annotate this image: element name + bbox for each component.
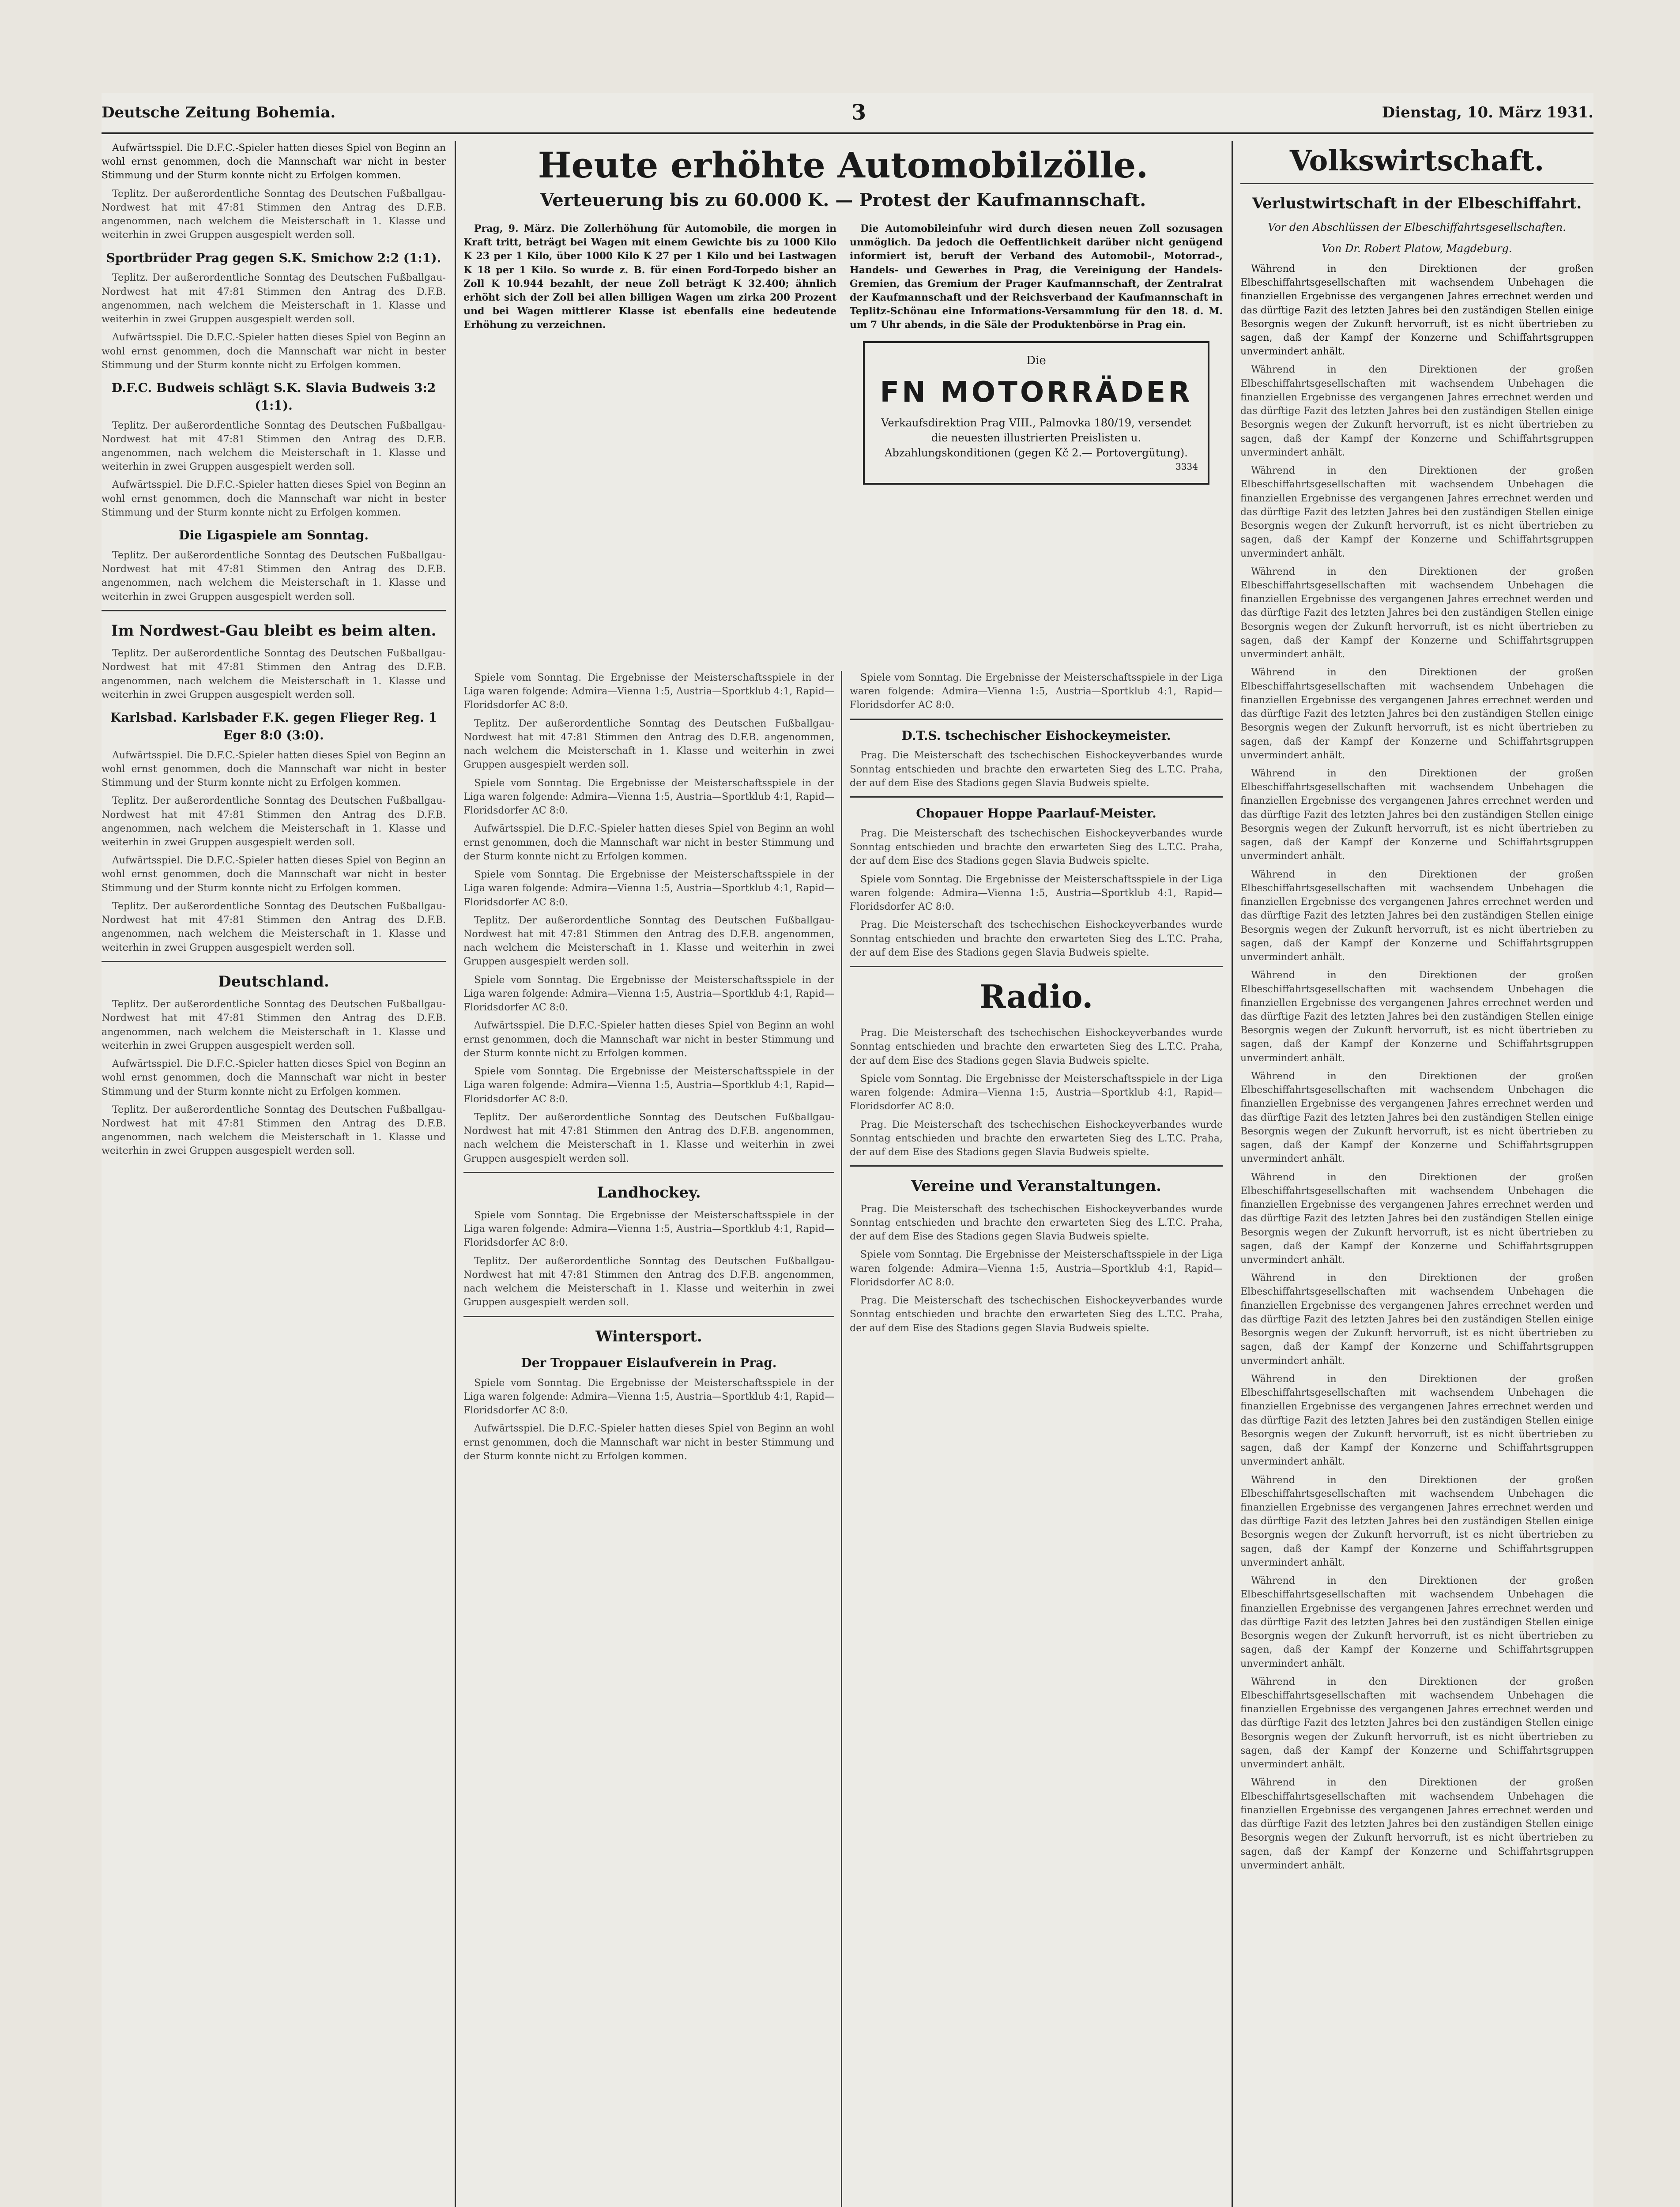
- story-column-left: [463, 222, 836, 493]
- section-title: Karlsbad. Karlsbader F.K. gegen Flieger Reg. 1 Eger 8:0 (3:0).: [110, 710, 437, 742]
- article-text: Aufwärtsspiel. Die D.F.C.-Spieler hatten dieses Spiel von Beginn an wohl ernst genommen, doch die Mannschaft war nicht in bester Stimmung und der Sturm konnte nicht zu Erfolgen kommen.: [102, 332, 446, 371]
- article-text: Während in den Direktionen der großen Elbeschiffahrtsgesellschaften mit wachsendem Unbehagen die finanziellen Ergebnisse des vergangenen Jahres errechnet werden und das dürftige Fazit des letzten Jahres bei den zuständigen Stellen einige Besorgnis wegen der Zukunft hervorruft, ist es nicht übertrieben zu sagen, daß der Kampf der Konzerne und Schiffahrtsgruppen unvermindert anhält.: [1240, 970, 1593, 1064]
- article-text: Prag, 9. März. Die Zollerhöhung für Automobile, die morgen in Kraft tritt, beträgt bei Wagen mit einem Gewichte bis zu 1000 Kilo K 23 per 1 Kilo, über 1000 Kilo K 27 per 1 Kilo und bei Lastwagen K 18 per 1 Kilo. So wurde z. B. für einen Ford-Torpedo bisher an Zoll K 10.944 bezahlt, der neue Zoll beträgt K 32.400; ähnlich erhöht sich der Zoll bei allen billigen Wagen um zirka 200 Prozent und bei Wagen mittlerer Klasse ist ebenfalls eine bedeutende Erhöhung zu verzeichnen.: [463, 222, 836, 331]
- ad-number: 3334: [1175, 461, 1198, 472]
- article-text: Aufwärtsspiel. Die D.F.C.-Spieler hatten dieses Spiel von Beginn an wohl ernst genommen, doch die Mannschaft war nicht in bester Stimmung und der Sturm konnte nicht zu Erfolgen kommen.: [102, 143, 446, 181]
- article-text: Spiele vom Sonntag. Die Ergebnisse der Meisterschaftsspiele in der Liga waren folgende: Admira—Vienna 1:5, Austria—Sportklub 4:1, Rapid—Floridsdorfer AC 8:0.: [463, 974, 834, 1013]
- article-text: Während in den Direktionen der großen Elbeschiffahrtsgesellschaften mit wachsendem Unbehagen die finanziellen Ergebnisse des vergangenen Jahres errechnet werden und das dürftige Fazit des letzten Jahres bei den zuständigen Stellen einige Besorgnis wegen der Zukunft hervorruft, ist es nicht übertrieben zu sagen, daß der Kampf der Konzerne und Schiffahrtsgruppen unvermindert anhält.: [1240, 869, 1593, 963]
- article-subtitle: Vor den Abschlüssen der Elbeschiffahrtsgesellschaften.: [1268, 221, 1566, 234]
- headline-columns: [463, 222, 1223, 493]
- newspaper-name: Deutsche Zeitung Bohemia.: [102, 104, 336, 121]
- column-divider: [841, 671, 842, 2207]
- article-text: Teplitz. Der außerordentliche Sonntag des Deutschen Fußballgau-Nordwest hat mit 47:81 Stimmen den Antrag des D.F.B. angenommen, nach welchem die Meisterschaft in 1. Klasse und weiterhin in zwei Gruppen ausgespielt werden soll.: [102, 1104, 446, 1157]
- article-text: Während in den Direktionen der großen Elbeschiffahrtsgesellschaften mit wachsendem Unbehagen die finanziellen Ergebnisse des vergangenen Jahres errechnet werden und das dürftige Fazit des letzten Jahres bei den zuständigen Stellen einige Besorgnis wegen der Zukunft hervorruft, ist es nicht übertrieben zu sagen, daß der Kampf der Konzerne und Schiffahrtsgruppen unvermindert anhält.: [1240, 1273, 1593, 1367]
- article-text: Teplitz. Der außerordentliche Sonntag des Deutschen Fußballgau-Nordwest hat mit 47:81 Stimmen den Antrag des D.F.B. angenommen, nach welchem die Meisterschaft in 1. Klasse und weiterhin in zwei Gruppen ausgespielt werden soll.: [463, 718, 834, 771]
- article-text: Aufwärtsspiel. Die D.F.C.-Spieler hatten dieses Spiel von Beginn an wohl ernst genommen, doch die Mannschaft war nicht in bester Stimmung und der Sturm konnte nicht zu Erfolgen kommen.: [463, 823, 834, 862]
- article-text: Während in den Direktionen der großen Elbeschiffahrtsgesellschaften mit wachsendem Unbehagen die finanziellen Ergebnisse des vergangenen Jahres errechnet werden und das dürftige Fazit des letzten Jahres bei den zuständigen Stellen einige Besorgnis wegen der Zukunft hervorruft, ist es nicht übertrieben zu sagen, daß der Kampf der Konzerne und Schiffahrtsgruppen unvermindert anhält.: [1240, 768, 1593, 862]
- section-heading: Chopauer Hoppe Paarlauf-Meister.: [916, 806, 1156, 821]
- section-title: Der Troppauer Eislaufverein in Prag.: [521, 1355, 777, 1370]
- column-economy: [1240, 141, 1593, 2207]
- issue-date: Dienstag, 10. März 1931.: [1382, 104, 1593, 121]
- divider: [463, 1172, 834, 1173]
- article-text: Die Automobileinfuhr wird durch diesen neuen Zoll sozusagen unmöglich. Da jedoch die Oeffentlichkeit darüber nicht genügend informiert ist, beruft der Verband des Automobil-, Motorrad-, Handels- und Gewerbes in Prag, die Vereinigung der Handels-Gremien, das Gremium der Prager Kaufmannschaft, der Zentralrat der Kaufmannschaft und der Reichsverband der Kaufmannschaft in Teplitz-Schönau eine Informations-Versammlung für den 18. d. M. um 7 Uhr abends, in die Säle der Produktenbörse in Prag ein.: [850, 222, 1223, 331]
- article-text: Teplitz. Der außerordentliche Sonntag des Deutschen Fußballgau-Nordwest hat mit 47:81 Stimmen den Antrag des D.F.B. angenommen, nach welchem die Meisterschaft in 1. Klasse und weiterhin in zwei Gruppen ausgespielt werden soll.: [102, 272, 446, 325]
- article-text: Während in den Direktionen der großen Elbeschiffahrtsgesellschaften mit wachsendem Unbehagen die finanziellen Ergebnisse des vergangenen Jahres errechnet werden und das dürftige Fazit des letzten Jahres bei den zuständigen Stellen einige Besorgnis wegen der Zukunft hervorruft, ist es nicht übertrieben zu sagen, daß der Kampf der Konzerne und Schiffahrtsgruppen unvermindert anhält.: [1240, 465, 1593, 559]
- section-heading: Deutschland.: [218, 972, 329, 991]
- column-divider: [1232, 141, 1233, 2207]
- article-text: Während in den Direktionen der großen Elbeschiffahrtsgesellschaften mit wachsendem Unbehagen die finanziellen Ergebnisse des vergangenen Jahres errechnet werden und das dürftige Fazit des letzten Jahres bei den zuständigen Stellen einige Besorgnis wegen der Zukunft hervorruft, ist es nicht übertrieben zu sagen, daß der Kampf der Konzerne und Schiffahrtsgruppen unvermindert anhält.: [1240, 1171, 1593, 1265]
- article-text: Teplitz. Der außerordentliche Sonntag des Deutschen Fußballgau-Nordwest hat mit 47:81 Stimmen den Antrag des D.F.B. angenommen, nach welchem die Meisterschaft in 1. Klasse und weiterhin in zwei Gruppen ausgespielt werden soll.: [463, 1111, 834, 1164]
- article-text: Prag. Die Meisterschaft des tschechischen Eishockeyverbandes wurde Sonntag entschieden und brachte den erwarteten Sieg des L.T.C. Praha, der auf dem Eise des Stadions gegen Slavia Budweis spielte.: [850, 750, 1223, 789]
- article-text: Aufwärtsspiel. Die D.F.C.-Spieler hatten dieses Spiel von Beginn an wohl ernst genommen, doch die Mannschaft war nicht in bester Stimmung und der Sturm konnte nicht zu Erfolgen kommen.: [102, 855, 446, 894]
- article-text: Während in den Direktionen der großen Elbeschiffahrtsgesellschaften mit wachsendem Unbehagen die finanziellen Ergebnisse des vergangenen Jahres errechnet werden und das dürftige Fazit des letzten Jahres bei den zuständigen Stellen einige Besorgnis wegen der Zukunft hervorruft, ist es nicht übertrieben zu sagen, daß der Kampf der Konzerne und Schiffahrtsgruppen unvermindert anhält.: [1240, 1373, 1593, 1468]
- newspaper-page: [102, 93, 1593, 2207]
- article-text: Teplitz. Der außerordentliche Sonntag des Deutschen Fußballgau-Nordwest hat mit 47:81 Stimmen den Antrag des D.F.B. angenommen, nach welchem die Meisterschaft in 1. Klasse und weiterhin in zwei Gruppen ausgespielt werden soll.: [102, 900, 446, 953]
- article-text: Aufwärtsspiel. Die D.F.C.-Spieler hatten dieses Spiel von Beginn an wohl ernst genommen, doch die Mannschaft war nicht in bester Stimmung und der Sturm konnte nicht zu Erfolgen kommen.: [102, 479, 446, 518]
- article-text: Teplitz. Der außerordentliche Sonntag des Deutschen Fußballgau-Nordwest hat mit 47:81 Stimmen den Antrag des D.F.B. angenommen, nach welchem die Meisterschaft in 1. Klasse und weiterhin in zwei Gruppen ausgespielt werden soll.: [463, 1255, 834, 1308]
- article-text: Aufwärtsspiel. Die D.F.C.-Spieler hatten dieses Spiel von Beginn an wohl ernst genommen, doch die Mannschaft war nicht in bester Stimmung und der Sturm konnte nicht zu Erfolgen kommen.: [102, 1058, 446, 1097]
- sub-headline: Verteuerung bis zu 60.000 K. — Protest der Kaufmannschaft.: [540, 190, 1146, 211]
- section-heading: Im Nordwest-Gau bleibt es beim alten.: [111, 621, 437, 640]
- article-byline: Von Dr. Robert Platow, Magdeburg.: [1322, 242, 1512, 255]
- article-text: Während in den Direktionen der großen Elbeschiffahrtsgesellschaften mit wachsendem Unbehagen die finanziellen Ergebnisse des vergangenen Jahres errechnet werden und das dürftige Fazit des letzten Jahres bei den zuständigen Stellen einige Besorgnis wegen der Zukunft hervorruft, ist es nicht übertrieben zu sagen, daß der Kampf der Konzerne und Schiffahrtsgruppen unvermindert anhält.: [1240, 364, 1593, 458]
- article-text: Prag. Die Meisterschaft des tschechischen Eishockeyverbandes wurde Sonntag entschieden und brachte den erwarteten Sieg des L.T.C. Praha, der auf dem Eise des Stadions gegen Slavia Budweis spielte.: [850, 919, 1223, 958]
- article-text: Teplitz. Der außerordentliche Sonntag des Deutschen Fußballgau-Nordwest hat mit 47:81 Stimmen den Antrag des D.F.B. angenommen, nach welchem die Meisterschaft in 1. Klasse und weiterhin in zwei Gruppen ausgespielt werden soll.: [102, 795, 446, 848]
- story-column-right: [850, 222, 1223, 493]
- article-text: Spiele vom Sonntag. Die Ergebnisse der Meisterschaftsspiele in der Liga waren folgende: Admira—Vienna 1:5, Austria—Sportklub 4:1, Rapid—Floridsdorfer AC 8:0.: [463, 777, 834, 817]
- section-heading: Vereine und Veranstaltungen.: [911, 1177, 1162, 1195]
- article-text: Spiele vom Sonntag. Die Ergebnisse der Meisterschaftsspiele in der Liga waren folgende: Admira—Vienna 1:5, Austria—Sportklub 4:1, Rapid—Floridsdorfer AC 8:0.: [850, 874, 1223, 913]
- column-sport-right: [850, 671, 1223, 2207]
- section-title: D.F.C. Budweis schlägt S.K. Slavia Budweis 3:2 (1:1).: [111, 380, 436, 413]
- section-heading: Radio.: [979, 978, 1093, 1016]
- article-text: Spiele vom Sonntag. Die Ergebnisse der Meisterschaftsspiele in der Liga waren folgende: Admira—Vienna 1:5, Austria—Sportklub 4:1, Rapid—Floridsdorfer AC 8:0.: [463, 869, 834, 908]
- article-text: Während in den Direktionen der großen Elbeschiffahrtsgesellschaften mit wachsendem Unbehagen die finanziellen Ergebnisse des vergangenen Jahres errechnet werden und das dürftige Fazit des letzten Jahres bei den zuständigen Stellen einige Besorgnis wegen der Zukunft hervorruft, ist es nicht übertrieben zu sagen, daß der Kampf der Konzerne und Schiffahrtsgruppen unvermindert anhält.: [1240, 1777, 1593, 1871]
- section-heading: Landhockey.: [597, 1183, 701, 1201]
- article-text: Prag. Die Meisterschaft des tschechischen Eishockeyverbandes wurde Sonntag entschieden und brachte den erwarteten Sieg des L.T.C. Praha, der auf dem Eise des Stadions gegen Slavia Budweis spielte.: [850, 828, 1223, 867]
- section-title: Sportbrüder Prag gegen S.K. Smichow 2:2 (1:1).: [106, 250, 441, 265]
- section-heading: Wintersport.: [595, 1327, 702, 1345]
- divider: [463, 1316, 834, 1317]
- article-text: Aufwärtsspiel. Die D.F.C.-Spieler hatten dieses Spiel von Beginn an wohl ernst genommen, doch die Mannschaft war nicht in bester Stimmung und der Sturm konnte nicht zu Erfolgen kommen.: [102, 749, 446, 789]
- ad-brand: FN MOTORRÄDER: [880, 376, 1193, 409]
- article-text: Teplitz. Der außerordentliche Sonntag des Deutschen Fußballgau-Nordwest hat mit 47:81 Stimmen den Antrag des D.F.B. angenommen, nach welchem die Meisterschaft in 1. Klasse und weiterhin in zwei Gruppen ausgespielt werden soll.: [102, 550, 446, 603]
- article-text: Spiele vom Sonntag. Die Ergebnisse der Meisterschaftsspiele in der Liga waren folgende: Admira—Vienna 1:5, Austria—Sportklub 4:1, Rapid—Floridsdorfer AC 8:0.: [850, 672, 1223, 711]
- page-header: [102, 93, 1593, 134]
- article-text: Teplitz. Der außerordentliche Sonntag des Deutschen Fußballgau-Nordwest hat mit 47:81 Stimmen den Antrag des D.F.B. angenommen, nach welchem die Meisterschaft in 1. Klasse und weiterhin in zwei Gruppen ausgespielt werden soll.: [102, 188, 446, 241]
- article-text: Prag. Die Meisterschaft des tschechischen Eishockeyverbandes wurde Sonntag entschieden und brachte den erwarteten Sieg des L.T.C. Praha, der auf dem Eise des Stadions gegen Slavia Budweis spielte.: [850, 1295, 1223, 1334]
- article-text: Aufwärtsspiel. Die D.F.C.-Spieler hatten dieses Spiel von Beginn an wohl ernst genommen, doch die Mannschaft war nicht in bester Stimmung und der Sturm konnte nicht zu Erfolgen kommen.: [463, 1423, 834, 1462]
- article-text: Spiele vom Sonntag. Die Ergebnisse der Meisterschaftsspiele in der Liga waren folgende: Admira—Vienna 1:5, Austria—Sportklub 4:1, Rapid—Floridsdorfer AC 8:0.: [850, 1073, 1223, 1112]
- article-text: Spiele vom Sonntag. Die Ergebnisse der Meisterschaftsspiele in der Liga waren folgende: Admira—Vienna 1:5, Austria—Sportklub 4:1, Rapid—Floridsdorfer AC 8:0.: [850, 1249, 1223, 1288]
- divider: [850, 966, 1223, 967]
- column-sport-left: [102, 141, 446, 2207]
- column-sport-middle: [463, 671, 834, 2207]
- article-text: Teplitz. Der außerordentliche Sonntag des Deutschen Fußballgau-Nordwest hat mit 47:81 Stimmen den Antrag des D.F.B. angenommen, nach welchem die Meisterschaft in 1. Klasse und weiterhin in zwei Gruppen ausgespielt werden soll.: [102, 420, 446, 473]
- motorcycle-advertisement: [863, 341, 1209, 485]
- article-text: Während in den Direktionen der großen Elbeschiffahrtsgesellschaften mit wachsendem Unbehagen die finanziellen Ergebnisse des vergangenen Jahres errechnet werden und das dürftige Fazit des letzten Jahres bei den zuständigen Stellen einige Besorgnis wegen der Zukunft hervorruft, ist es nicht übertrieben zu sagen, daß der Kampf der Konzerne und Schiffahrtsgruppen unvermindert anhält.: [1240, 1575, 1593, 1669]
- article-text: Während in den Direktionen der großen Elbeschiffahrtsgesellschaften mit wachsendem Unbehagen die finanziellen Ergebnisse des vergangenen Jahres errechnet werden und das dürftige Fazit des letzten Jahres bei den zuständigen Stellen einige Besorgnis wegen der Zukunft hervorruft, ist es nicht übertrieben zu sagen, daß der Kampf der Konzerne und Schiffahrtsgruppen unvermindert anhält.: [1240, 263, 1593, 358]
- article-text: Teplitz. Der außerordentliche Sonntag des Deutschen Fußballgau-Nordwest hat mit 47:81 Stimmen den Antrag des D.F.B. angenommen, nach welchem die Meisterschaft in 1. Klasse und weiterhin in zwei Gruppen ausgespielt werden soll.: [102, 999, 446, 1051]
- article-text: Prag. Die Meisterschaft des tschechischen Eishockeyverbandes wurde Sonntag entschieden und brachte den erwarteten Sieg des L.T.C. Praha, der auf dem Eise des Stadions gegen Slavia Budweis spielte.: [850, 1203, 1223, 1243]
- section-heading: Volkswirtschaft.: [1289, 144, 1544, 177]
- divider: [850, 719, 1223, 720]
- article-text: Während in den Direktionen der großen Elbeschiffahrtsgesellschaften mit wachsendem Unbehagen die finanziellen Ergebnisse des vergangenen Jahres errechnet werden und das dürftige Fazit des letzten Jahres bei den zuständigen Stellen einige Besorgnis wegen der Zukunft hervorruft, ist es nicht übertrieben zu sagen, daß der Kampf der Konzerne und Schiffahrtsgruppen unvermindert anhält.: [1240, 1676, 1593, 1770]
- article-headline: Verlustwirtschaft in der Elbeschiffahrt.: [1252, 195, 1582, 213]
- ad-body: Verkaufsdirektion Prag VIII., Palmovka 180/19, versendet die neuesten illustrierten Preislisten u. Abzahlungskonditionen (gegen Kč 2.— Portovergütung).: [881, 417, 1191, 459]
- article-text: Während in den Direktionen der großen Elbeschiffahrtsgesellschaften mit wachsendem Unbehagen die finanziellen Ergebnisse des vergangenen Jahres errechnet werden und das dürftige Fazit des letzten Jahres bei den zuständigen Stellen einige Besorgnis wegen der Zukunft hervorruft, ist es nicht übertrieben zu sagen, daß der Kampf der Konzerne und Schiffahrtsgruppen unvermindert anhält.: [1240, 1070, 1593, 1165]
- divider: [1240, 183, 1593, 184]
- article-text: Spiele vom Sonntag. Die Ergebnisse der Meisterschaftsspiele in der Liga waren folgende: Admira—Vienna 1:5, Austria—Sportklub 4:1, Rapid—Floridsdorfer AC 8:0.: [463, 1066, 834, 1105]
- article-text: Spiele vom Sonntag. Die Ergebnisse der Meisterschaftsspiele in der Liga waren folgende: Admira—Vienna 1:5, Austria—Sportklub 4:1, Rapid—Floridsdorfer AC 8:0.: [463, 672, 834, 711]
- article-text: Aufwärtsspiel. Die D.F.C.-Spieler hatten dieses Spiel von Beginn an wohl ernst genommen, doch die Mannschaft war nicht in bester Stimmung und der Sturm konnte nicht zu Erfolgen kommen.: [463, 1020, 834, 1059]
- headline-story: [463, 141, 1223, 662]
- article-text: Prag. Die Meisterschaft des tschechischen Eishockeyverbandes wurde Sonntag entschieden und brachte den erwarteten Sieg des L.T.C. Praha, der auf dem Eise des Stadions gegen Slavia Budweis spielte.: [850, 1028, 1223, 1066]
- article-text: Teplitz. Der außerordentliche Sonntag des Deutschen Fußballgau-Nordwest hat mit 47:81 Stimmen den Antrag des D.F.B. angenommen, nach welchem die Meisterschaft in 1. Klasse und weiterhin in zwei Gruppen ausgespielt werden soll.: [463, 915, 834, 968]
- article-text: Spiele vom Sonntag. Die Ergebnisse der Meisterschaftsspiele in der Liga waren folgende: Admira—Vienna 1:5, Austria—Sportklub 4:1, Rapid—Floridsdorfer AC 8:0.: [463, 1210, 834, 1249]
- column-divider: [455, 141, 456, 2207]
- article-text: Während in den Direktionen der großen Elbeschiffahrtsgesellschaften mit wachsendem Unbehagen die finanziellen Ergebnisse des vergangenen Jahres errechnet werden und das dürftige Fazit des letzten Jahres bei den zuständigen Stellen einige Besorgnis wegen der Zukunft hervorruft, ist es nicht übertrieben zu sagen, daß der Kampf der Konzerne und Schiffahrtsgruppen unvermindert anhält.: [1240, 566, 1593, 660]
- page-number: 3: [851, 100, 866, 125]
- divider: [850, 796, 1223, 798]
- article-text: Während in den Direktionen der großen Elbeschiffahrtsgesellschaften mit wachsendem Unbehagen die finanziellen Ergebnisse des vergangenen Jahres errechnet werden und das dürftige Fazit des letzten Jahres bei den zuständigen Stellen einige Besorgnis wegen der Zukunft hervorruft, ist es nicht übertrieben zu sagen, daß der Kampf der Konzerne und Schiffahrtsgruppen unvermindert anhält.: [1240, 667, 1593, 761]
- main-headline: Heute erhöhte Automobilzölle.: [538, 144, 1149, 186]
- article-text: Prag. Die Meisterschaft des tschechischen Eishockeyverbandes wurde Sonntag entschieden und brachte den erwarteten Sieg des L.T.C. Praha, der auf dem Eise des Stadions gegen Slavia Budweis spielte.: [850, 1119, 1223, 1158]
- article-text: Während in den Direktionen der großen Elbeschiffahrtsgesellschaften mit wachsendem Unbehagen die finanziellen Ergebnisse des vergangenen Jahres errechnet werden und das dürftige Fazit des letzten Jahres bei den zuständigen Stellen einige Besorgnis wegen der Zukunft hervorruft, ist es nicht übertrieben zu sagen, daß der Kampf der Konzerne und Schiffahrtsgruppen unvermindert anhält.: [1240, 1474, 1593, 1568]
- section-heading: D.T.S. tschechischer Eishockeymeister.: [901, 728, 1171, 743]
- article-text: Teplitz. Der außerordentliche Sonntag des Deutschen Fußballgau-Nordwest hat mit 47:81 Stimmen den Antrag des D.F.B. angenommen, nach welchem die Meisterschaft in 1. Klasse und weiterhin in zwei Gruppen ausgespielt werden soll.: [102, 648, 446, 701]
- divider: [102, 610, 446, 611]
- ad-intro: Die: [1026, 354, 1046, 367]
- section-title: Die Ligaspiele am Sonntag.: [178, 528, 369, 543]
- divider: [850, 1165, 1223, 1167]
- divider: [102, 961, 446, 962]
- article-text: Spiele vom Sonntag. Die Ergebnisse der Meisterschaftsspiele in der Liga waren folgende: Admira—Vienna 1:5, Austria—Sportklub 4:1, Rapid—Floridsdorfer AC 8:0.: [463, 1377, 834, 1416]
